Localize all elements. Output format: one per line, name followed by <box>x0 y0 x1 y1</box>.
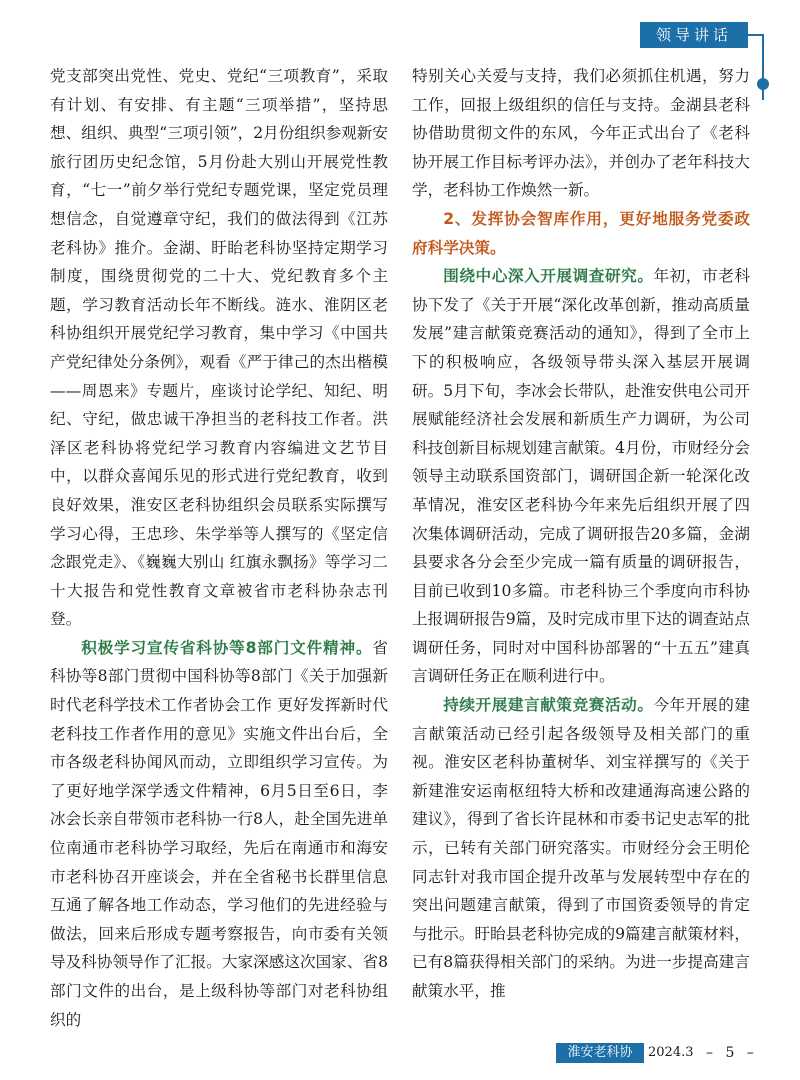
right-paragraph-1: 特别关心关爱与支持，我们必须抓住机遇，努力工作，回报上级组织的信任与支持。金湖县老科协借助贯彻文件的东风，今年正式出台了《老科协开展工作目标考评办法》，并创办了老年科技大学，老科协工作焕然一新。 <box>412 67 750 200</box>
right-paragraph-2 <box>412 262 750 691</box>
journal-name: 淮安老科协 <box>556 1043 644 1063</box>
right-paragraph-2-text: 年初，市老科协下发了《关于开展“深化改革创新，推动高质量发展”建言献策竞赛活动的通知》，得到了全市上下的积极响应，各级领导带头深入基层开展调研。5月下旬，李冰会长带队，赴淮安供电公司开展赋能经济社会发展和新质生产力调研，为公司科技创新目标规划建言献策。4月份，市财经分会领导主动联系国资部门，调研国企新一轮深化改革情况，淮安区老科协今年来先后组织开展了四次集体调研活动，完成了调研报告20多篇，金湖县要求各分会至少完成一篇有质量的调研报告，目前已收到10多篇。市老科协三个季度向市科协上报调研报告9篇，及时完成市里下达的调查站点调研任务，同时对中国科协部署的“十五五”建真言调研任务正在顺利进行中。 <box>412 267 750 686</box>
right-paragraph-3-text: 今年开展的建言献策活动已经引起各级领导及相关部门的重视。淮安区老科协董树华、刘宝祥撰写的《关于新建淮安运南枢纽特大桥和改建通海高速公路的建议》，得到了省长许昆林和市委书记史志军的批示，已转有关部门研究落实。市财经分会王明伦同志针对我市国企提升改革与发展转型中存在的突出问题建言献策，得到了市国资委领导的肯定与批示。盱眙县老科协完成的9篇建言献策材料，已有8篇获得相关部门的采纳。为进一步提高建言献策水平，推 <box>412 696 750 1000</box>
side-decoration-bar <box>762 34 764 100</box>
right-column <box>412 62 750 1034</box>
right-subheading-2: 持续开展建言献策竞赛活动。 <box>443 696 654 715</box>
tag-connector-line <box>748 34 762 36</box>
page-number: – 5 – <box>706 1045 758 1061</box>
section-tag: 领导讲话 <box>640 22 748 48</box>
issue-number: 2024.3 <box>648 1045 694 1060</box>
left-paragraph-1: 党支部突出党性、党史、党纪“三项教育”，采取有计划、有安排、有主题“三项举措”，坚持思想、组织、典型“三项引领”，2月份组织参观新安旅行团历史纪念馆，5月份赴大别山开展党性教育，“七一”前夕举行党纪专题党课，坚定党员理想信念，自觉遵章守纪，我们的做法得到《江苏老科协》推介。金湖、盱眙老科协坚持定期学习制度，围绕贯彻党的二十大、党纪教育多个主题，学习教育活动长年不断线。涟水、淮阴区老科协组织开展党纪学习教育，集中学习《中国共产党纪律处分条例》，观看《严于律己的杰出楷模——周恩来》专题片，座谈讨论学纪、知纪、明纪、守纪，做忠诚干净担当的老科技工作者。洪泽区老科协将党纪学习教育内容编进文艺节目中，以群众喜闻乐见的形式进行党纪教育，收到良好效果，淮安区老科协组织会员联系实际撰写学习心得，王忠珍、朱学举等人撰写的《坚定信念跟党走》、《巍巍大别山 红旗永飘扬》等学习二十大报告和党性教育文章被省市老科协杂志刊登。 <box>50 67 388 629</box>
section-heading: 2、发挥协会智库作用，更好地服务党委政府科学决策。 <box>412 209 750 257</box>
right-subheading-1: 围绕中心深入开展调查研究。 <box>443 267 654 286</box>
left-paragraph-2 <box>50 634 388 1034</box>
left-subheading: 积极学习宣传省科协等8部门文件精神。 <box>81 638 373 657</box>
left-paragraph-2-text: 省科协等8部门贯彻中国科协等8部门《关于加强新时代老科学技术工作者协会工作 更好发挥新时代老科技工作者作用的意见》实施文件出台后，全市各级老科协闻风而动，立即组织学习宣传。为了更好地学深学透文件精神，6月5日至6日，李冰会长亲自带领市老科协一行8人，赴全国先进单位南通市老科协学习取经，先后在南通市和海安市老科协召开座谈会，并在全省秘书长群里信息互通了解各地工作动态，学习他们的先进经验与做法，回来后形成专题考察报告，向市委有关领导及科协领导作了汇报。大家深感这次国家、省8部门文件的出台，是上级科协等部门对老科协组织的 <box>50 638 388 1029</box>
side-decoration-dot <box>757 78 769 90</box>
right-paragraph-3 <box>412 691 750 1006</box>
left-column <box>50 62 388 1034</box>
